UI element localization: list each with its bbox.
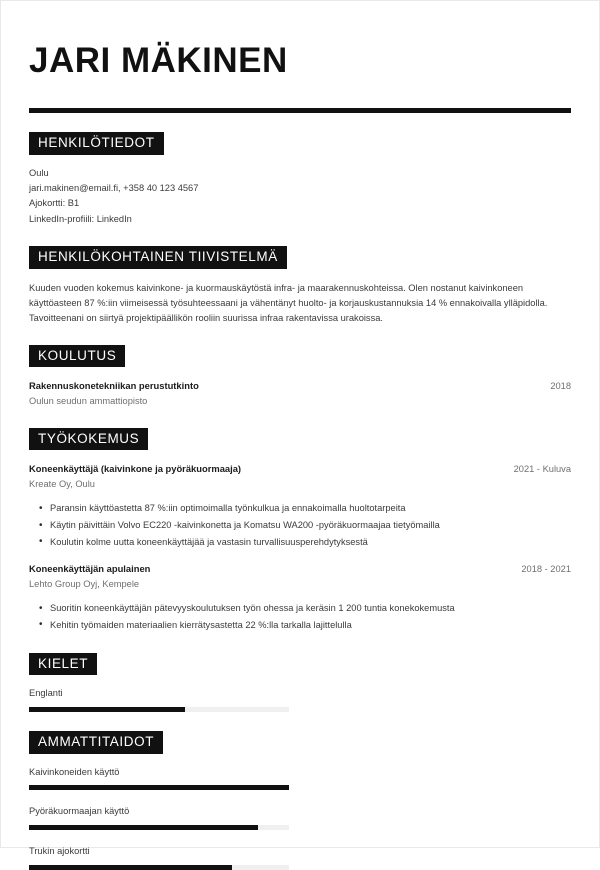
skill-meter-track [29,785,289,790]
section-heading-summary: HENKILÖKOHTAINEN TIIVISTELMÄ [29,246,287,269]
experience-bullet-list [29,600,571,633]
skill-meter [29,845,289,870]
section-heading-experience: TYÖKOKEMUS [29,428,148,451]
education-school: Oulun seudun ammattiopisto [29,394,571,408]
experience-entry-header [29,462,571,477]
experience-employer: Kreate Oy, Oulu [29,477,571,491]
skill-meter-fill [29,865,232,870]
skill-meter-grid [29,766,571,870]
skill-label: Pyöräkuormaajan käyttö [29,805,289,819]
experience-job-title: Koneenkäyttäjä (kaivinkone ja pyöräkuormaaja) [29,462,241,476]
experience-bullet: • Paransin käyttöastetta 87 %:iin optimoimalla työnkulkua ja ennakoimalla huoltotarpeita [50,500,571,517]
summary-text: Kuuden vuoden kokemus kaivinkone- ja kuormauskäytöstä infra- ja maarakennuskohteissa. Olen nostanut kaivinkoneen käyttöasteen 87 %:iin viimeisessä työsuhteessaani ja vähentänyt huolto- ja korjauskustannuksia 14 % ennakoivalla ylläpidolla. Tavoitteenani on siirtyä projektipäällikön rooliin suurissa infraa rakentavissa urakoissa. [29,281,571,326]
language-meter-track [29,707,289,712]
experience-bullet: • Käytin päivittäin Volvo EC220 -kaivinkonetta ja Komatsu WA200 -pyöräkuormaajaa tietyömailla [50,517,571,534]
skill-meter-track [29,865,289,870]
section-languages [29,653,571,712]
section-heading-languages: KIELET [29,653,97,676]
skill-label: Trukin ajokortti [29,845,289,859]
header-divider [29,108,571,113]
language-meter [29,687,289,712]
experience-bullet: • Suoritin koneenkäyttäjän pätevyyskoulutuksen työn ohessa ja keräsin 1 200 tuntia konekokemusta [50,600,571,617]
language-label: Englanti [29,687,289,701]
contact-line-license: Ajokortti: B1 [29,196,571,211]
candidate-name: JARI MÄKINEN [29,1,571,81]
experience-bullet: • Kehitin työmaiden materiaalien kierrätysastetta 22 %:lla tarkalla lajittelulla [50,617,571,634]
skill-meter [29,805,289,830]
skill-meter [29,766,289,791]
experience-job-title: Koneenkäyttäjän apulainen [29,562,150,576]
contact-line-location: Oulu [29,166,571,181]
contact-details [29,166,571,227]
section-personal-details [29,132,571,227]
section-experience [29,428,571,634]
section-summary [29,246,571,326]
skill-label: Kaivinkoneiden käyttö [29,766,289,780]
experience-entry-header [29,562,571,577]
experience-entry [29,562,571,633]
education-entry [29,379,571,408]
experience-employer: Lehto Group Oyj, Kempele [29,577,571,591]
education-date: 2018 [536,380,571,394]
skill-meter-fill [29,785,289,790]
experience-entry [29,462,571,550]
section-heading-skills: AMMATTITAIDOT [29,731,163,754]
section-heading-education: KOULUTUS [29,345,125,368]
language-meter-fill [29,707,185,712]
education-degree: Rakennuskonetekniikan perustutkinto [29,379,199,393]
skill-meter-track [29,825,289,830]
language-meter-grid [29,687,571,712]
contact-line-linkedin: LinkedIn-profiili: LinkedIn [29,212,571,227]
experience-bullet-list [29,500,571,550]
experience-date: 2021 - Kuluva [500,463,571,477]
contact-line-email-phone: jari.makinen@email.fi, +358 40 123 4567 [29,181,571,196]
section-education [29,345,571,409]
section-skills [29,731,571,870]
section-heading-personal-details: HENKILÖTIEDOT [29,132,164,155]
experience-date: 2018 - 2021 [507,563,571,577]
skill-meter-fill [29,825,258,830]
education-entry-header [29,379,571,394]
experience-bullet: • Koulutin kolme uutta koneenkäyttäjää ja vastasin turvallisuusperehdytyksestä [50,534,571,551]
